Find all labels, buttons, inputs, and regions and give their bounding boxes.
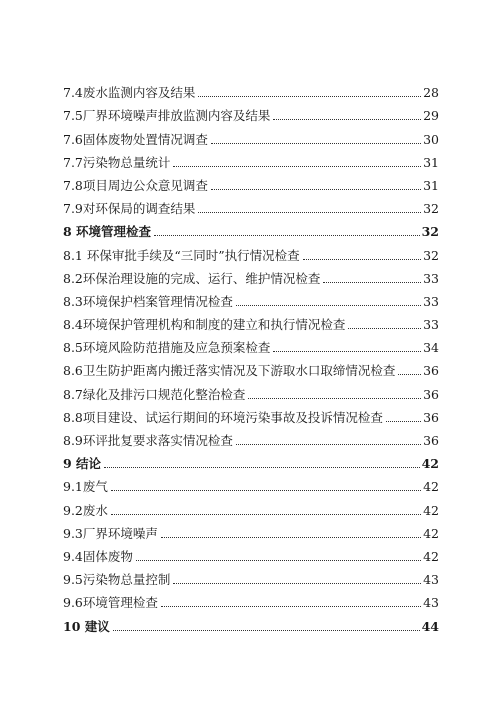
toc-entry-label: 7.5厂界环境噪声排放监测内容及结果 <box>63 108 271 124</box>
toc-page-number: 42 <box>423 525 439 541</box>
toc-entry-label: 8.7绿化及排污口规范化整治检查 <box>63 386 246 402</box>
toc-page-number: 32 <box>421 224 439 240</box>
toc-entry[interactable] <box>63 495 439 518</box>
toc-entry[interactable] <box>63 472 439 495</box>
toc-entry-label: 9.5污染物总量控制 <box>63 572 171 588</box>
toc-entry-label: 8.2环保治理设施的完成、运行、维护情况检查 <box>63 270 321 286</box>
toc-page-number: 30 <box>423 131 439 147</box>
toc-entry[interactable] <box>63 171 439 194</box>
toc-entry-label: 9.3厂界环境噪声 <box>63 525 158 541</box>
dot-leader <box>236 444 421 445</box>
toc-entry[interactable] <box>63 124 439 147</box>
toc-entry[interactable] <box>63 148 439 171</box>
toc-entry[interactable] <box>63 588 439 611</box>
toc-entry[interactable] <box>63 565 439 588</box>
dot-leader <box>211 189 421 190</box>
toc-entry-label: 7.7污染物总量统计 <box>63 154 171 170</box>
toc-entry[interactable] <box>63 78 439 101</box>
toc-page-number: 33 <box>423 270 439 286</box>
dot-leader <box>303 259 421 260</box>
dot-leader <box>273 119 421 120</box>
toc-entry[interactable] <box>63 542 439 565</box>
dot-leader <box>154 235 420 236</box>
table-of-contents <box>63 78 439 635</box>
toc-page-number: 36 <box>423 409 439 425</box>
toc-page-number: 31 <box>423 177 439 193</box>
toc-entry[interactable] <box>63 240 439 263</box>
toc-page-number: 33 <box>423 293 439 309</box>
toc-page-number: 28 <box>423 85 439 101</box>
dot-leader <box>113 630 420 631</box>
dot-leader <box>136 560 421 561</box>
dot-leader <box>323 282 421 283</box>
toc-entry-label: 9.2废水 <box>63 502 108 518</box>
toc-page-number: 31 <box>423 154 439 170</box>
dot-leader <box>198 212 421 213</box>
toc-page-number: 44 <box>421 618 439 634</box>
toc-section-heading[interactable] <box>63 449 439 472</box>
toc-entry-label: 9.1废气 <box>63 479 108 495</box>
toc-entry-label: 7.8项目周边公众意见调查 <box>63 177 208 193</box>
toc-entry-label: 7.4废水监测内容及结果 <box>63 85 196 101</box>
toc-page-number: 36 <box>423 363 439 379</box>
toc-entry[interactable] <box>63 264 439 287</box>
toc-entry-label: 9.4固体废物 <box>63 548 133 564</box>
dot-leader <box>348 328 421 329</box>
toc-entry[interactable] <box>63 403 439 426</box>
toc-entry-label: 8.4环境保护管理机构和制度的建立和执行情况检查 <box>63 317 346 333</box>
dot-leader <box>273 351 421 352</box>
toc-entry[interactable] <box>63 101 439 124</box>
toc-entry[interactable] <box>63 333 439 356</box>
toc-section-heading[interactable] <box>63 611 439 634</box>
toc-page-number: 42 <box>423 479 439 495</box>
dot-leader <box>173 166 421 167</box>
dot-leader <box>198 96 421 97</box>
toc-entry-label: 8 环境管理检查 <box>63 224 152 240</box>
dot-leader <box>161 606 421 607</box>
toc-section-heading[interactable] <box>63 217 439 240</box>
dot-leader <box>104 467 420 468</box>
toc-entry[interactable] <box>63 287 439 310</box>
toc-page-number: 29 <box>423 108 439 124</box>
toc-page-number: 43 <box>423 572 439 588</box>
toc-page-number: 32 <box>423 247 439 263</box>
toc-entry-label: 8.1 环保审批手续及“三同时”执行情况检查 <box>63 247 300 263</box>
dot-leader <box>248 398 421 399</box>
dot-leader <box>173 583 421 584</box>
toc-page-number: 43 <box>423 595 439 611</box>
toc-entry[interactable] <box>63 379 439 402</box>
toc-entry-label: 9 结论 <box>63 456 102 472</box>
toc-entry[interactable] <box>63 356 439 379</box>
toc-entry-label: 8.8项目建设、试运行期间的环境污染事故及投诉情况检查 <box>63 409 383 425</box>
toc-page-number: 34 <box>423 340 439 356</box>
toc-entry[interactable] <box>63 310 439 333</box>
toc-entry-label: 8.3环境保护档案管理情况检查 <box>63 293 233 309</box>
toc-page-number: 42 <box>423 502 439 518</box>
toc-entry-label: 9.6环境管理检查 <box>63 595 158 611</box>
dot-leader <box>111 490 421 491</box>
dot-leader <box>211 143 421 144</box>
toc-page-number: 42 <box>423 548 439 564</box>
dot-leader <box>161 537 421 538</box>
toc-entry[interactable] <box>63 194 439 217</box>
toc-page-number: 33 <box>423 317 439 333</box>
dot-leader <box>398 374 421 375</box>
toc-page-number: 36 <box>423 433 439 448</box>
toc-entry-label: 7.9对环保局的调查结果 <box>63 201 196 217</box>
toc-entry-label: 8.9环评批复要求落实情况检查 <box>63 433 233 448</box>
toc-entry-label: 7.6固体废物处置情况调查 <box>63 131 208 147</box>
toc-page-number: 36 <box>423 386 439 402</box>
toc-page-number: 32 <box>423 201 439 217</box>
dot-leader <box>111 514 421 515</box>
toc-entry-label: 10 建议 <box>63 618 110 634</box>
toc-entry[interactable] <box>63 519 439 542</box>
toc-entry-label: 8.6卫生防护距离内搬迁落实情况及下游取水口取缔情况检查 <box>63 363 396 379</box>
toc-entry[interactable] <box>63 426 439 449</box>
dot-leader <box>386 421 421 422</box>
dot-leader <box>236 305 421 306</box>
toc-entry-label: 8.5环境风险防范措施及应急预案检查 <box>63 340 271 356</box>
toc-page-number: 42 <box>421 456 439 472</box>
